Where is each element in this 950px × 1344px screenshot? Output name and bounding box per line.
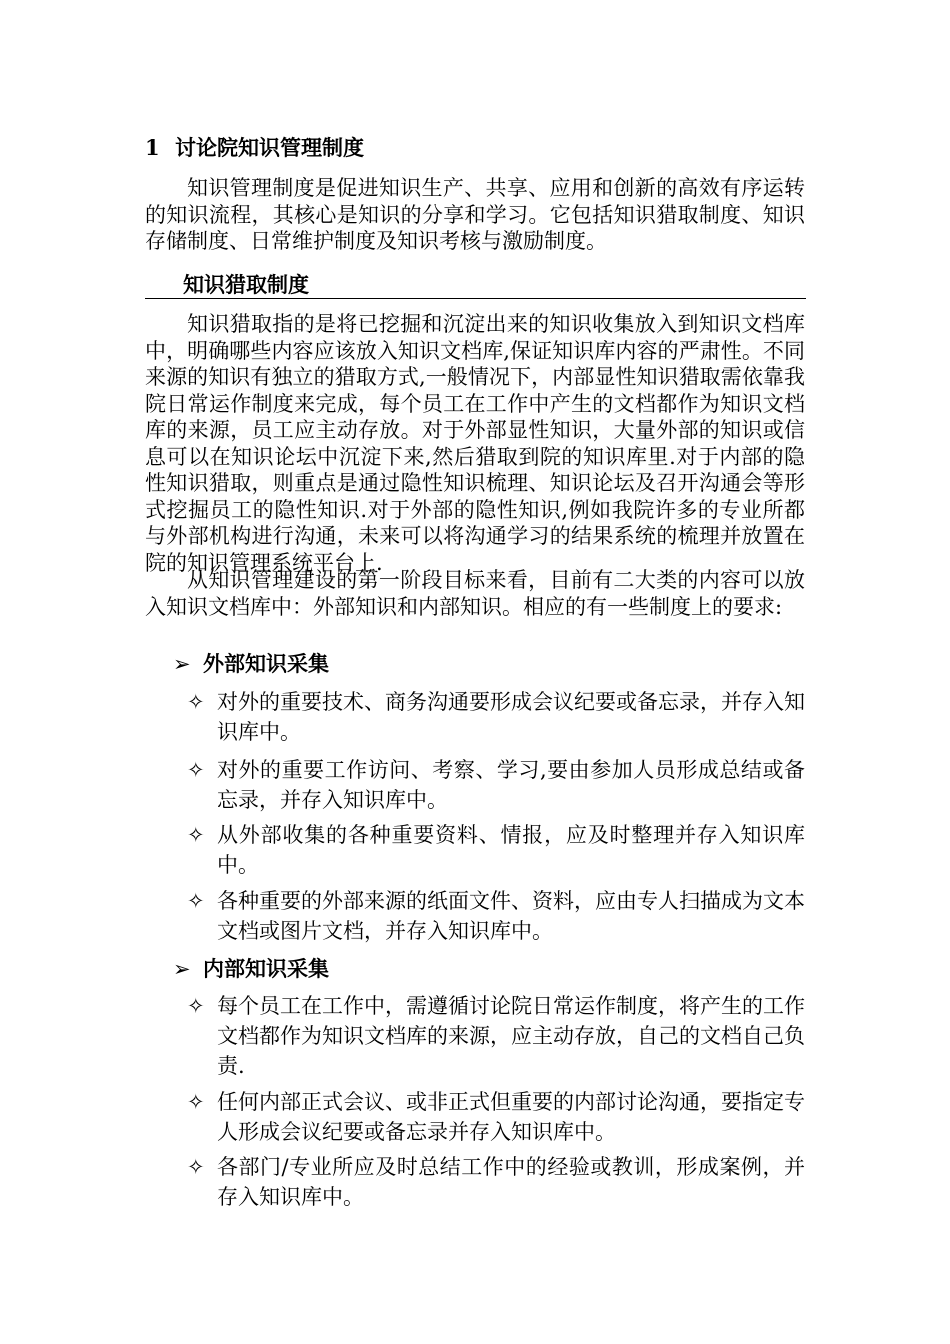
- internal-subheading-title: 内部知识采集: [203, 956, 329, 981]
- list-item-text: 各部门/专业所应及时总结工作中的经验或教训，形成案例，并存入知识库中。: [217, 1155, 805, 1209]
- intro-paragraph: 知识管理制度是促进知识生产、共享、应用和创新的高效有序运转的知识流程，其核心是知识的分享和学习。它包括知识猎取制度、知识存储制度、日常维护制度及知识考核与激励制度。: [145, 176, 805, 253]
- page-heading: [145, 134, 364, 162]
- section-heading: [145, 272, 806, 299]
- section-paragraph-1: 知识猎取指的是将已挖掘和沉淀出来的知识收集放入到知识文档库中，明确哪些内容应该放入知识文档库,保证知识库内容的严肃性。不同来源的知识有独立的猎取方式,一般情况下，内部显性知识猎取需依靠我院日常运作制度来完成，每个员工在工作中产生的文档都作为知识文档库的来源，员工应主动存放。对于外部显性知识，大量外部的知识或信息可以在知识论坛中沉淀下来,然后猎取到院的知识库里.对于内部的隐性知识猎取，则重点是通过隐性知识梳理、知识论坛及召开沟通会等形式挖掘员工的隐性知识.对于外部的隐性知识,例如我院许多的专业所都与外部机构进行沟通，未来可以将沟通学习的结果系统的梳理并放置在院的知识管理系统平台上.: [145, 312, 805, 575]
- diamond-bullet-icon: ✧: [187, 758, 205, 782]
- external-subheading: [173, 650, 329, 678]
- section-paragraph-2: 从知识管理建设的第一阶段目标来看，目前有二大类的内容可以放入知识文档库中：外部知识和内部知识。相应的有一些制度上的要求:: [145, 568, 805, 619]
- list-item: [187, 1087, 805, 1147]
- diamond-bullet-icon: ✧: [187, 1155, 205, 1179]
- diamond-bullet-icon: ✧: [187, 889, 205, 913]
- internal-subheading: [173, 955, 329, 983]
- list-item: [187, 755, 805, 815]
- list-item-text: 对外的重要技术、商务沟通要形成会议纪要或备忘录，并存入知识库中。: [217, 690, 805, 744]
- list-item: [187, 886, 805, 946]
- heading-title: 讨论院知识管理制度: [175, 135, 364, 160]
- list-item-text: 对外的重要工作访问、考察、学习,要由参加人员形成总结或备忘录，并存入知识库中。: [217, 758, 805, 812]
- arrow-bullet-icon: ➢: [173, 957, 191, 981]
- list-item-text: 各种重要的外部来源的纸面文件、资料，应由专人扫描成为文本文档或图片文档，并存入知识库中。: [217, 889, 805, 943]
- external-subheading-title: 外部知识采集: [203, 651, 329, 676]
- list-item: [187, 687, 805, 747]
- list-item-text: 从外部收集的各种重要资料、情报，应及时整理并存入知识库中。: [217, 823, 805, 877]
- diamond-bullet-icon: ✧: [187, 690, 205, 714]
- heading-number: 1: [145, 135, 160, 160]
- list-item: [187, 1152, 805, 1212]
- list-item-text: 任何内部正式会议、或非正式但重要的内部讨论沟通，要指定专人形成会议纪要或备忘录并存入知识库中。: [217, 1090, 805, 1144]
- list-item: [187, 991, 805, 1081]
- arrow-bullet-icon: ➢: [173, 652, 191, 676]
- diamond-bullet-icon: ✧: [187, 994, 205, 1018]
- diamond-bullet-icon: ✧: [187, 1090, 205, 1114]
- list-item-text: 每个员工在工作中，需遵循讨论院日常运作制度，将产生的工作文档都作为知识文档库的来源，应主动存放，自己的文档自己负责.: [217, 994, 805, 1078]
- diamond-bullet-icon: ✧: [187, 823, 205, 847]
- section-title: 知识猎取制度: [183, 272, 309, 297]
- list-item: [187, 820, 805, 880]
